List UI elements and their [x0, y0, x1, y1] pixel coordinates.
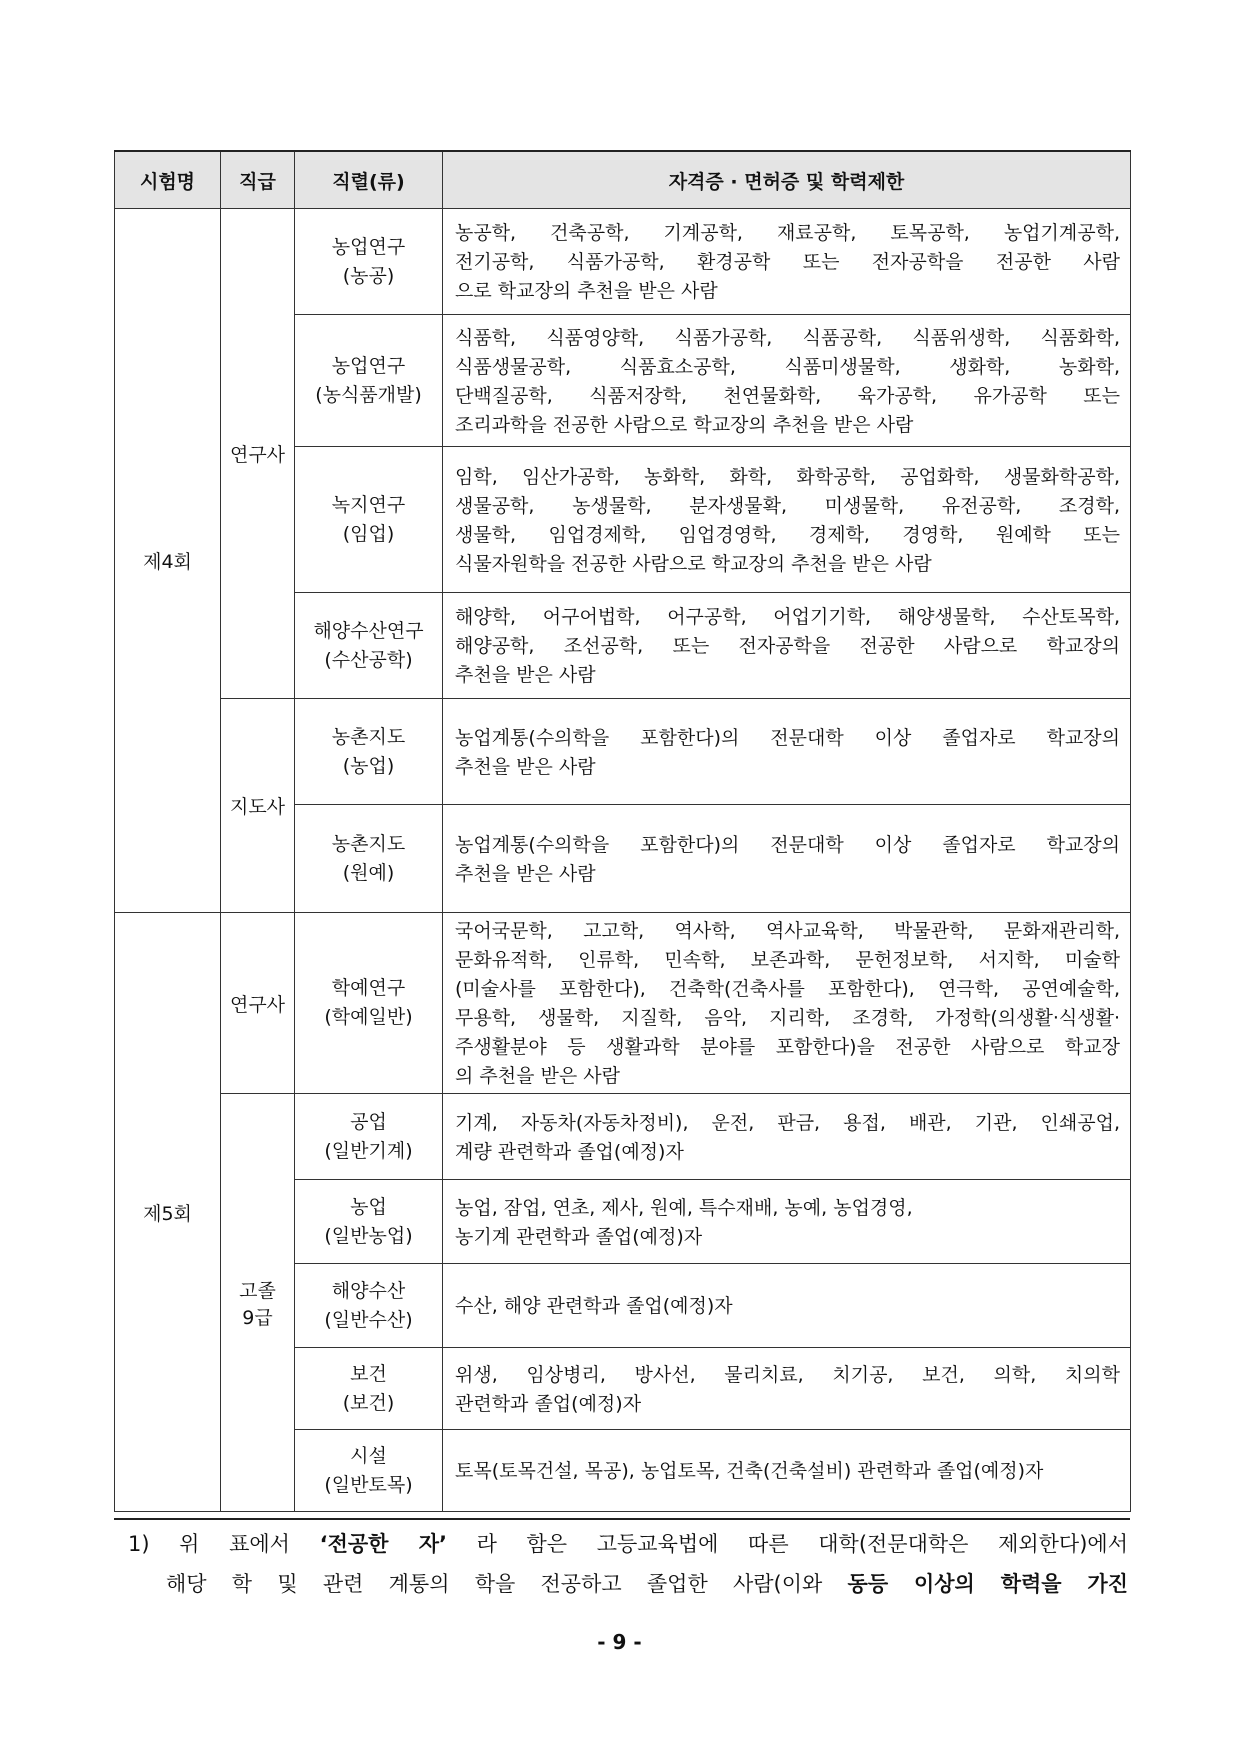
qual-line: 주생활분야 등 생활과학 분야를 포함한다)을 전공한 사람으로 학교장	[455, 1036, 1120, 1058]
page-number: - 9 -	[597, 1630, 642, 1654]
qual-cell	[443, 1180, 1131, 1264]
grade-9-line1: 고졸	[239, 1279, 276, 1302]
qual-line: (미술사를 포함한다), 건축학(건축사를 포함한다), 연극학, 공연예술학,	[455, 978, 1120, 1000]
footnote-text: 1) 위 표에서	[128, 1532, 320, 1556]
field-sub: (보건)	[342, 1391, 395, 1414]
grade-9-line2: 9급	[242, 1306, 273, 1329]
field-sub: (농식품개발)	[315, 383, 422, 406]
field-name: 농촌지도	[331, 832, 406, 855]
grade-9-cell	[221, 1094, 295, 1512]
footnote-emphasis: ‘전공한 자’	[319, 1532, 447, 1556]
qual-line: 의 추천을 받은 사람	[455, 1065, 620, 1087]
qual-line: 기계, 자동차(자동차정비), 운전, 판금, 용접, 배관, 기관, 인쇄공업,	[455, 1111, 1120, 1134]
field-name: 녹지연구	[331, 493, 406, 516]
qual-line: 해양학, 어구어법학, 어구공학, 어업기기학, 해양생물학, 수산토목학,	[455, 606, 1120, 628]
qual-line: 무용학, 생물학, 지질학, 음악, 지리학, 조경학, 가정학(의생활·식생활·	[455, 1007, 1120, 1029]
field-name: 보건	[350, 1362, 387, 1385]
field-name: 해양수산연구	[313, 619, 424, 642]
grade-instructor-cell: 지도사	[221, 699, 295, 913]
grade-researcher-cell: 연구사	[221, 209, 295, 699]
qual-line: 조리과학을 전공한 사람으로 학교장의 추천을 받은 사람	[455, 413, 914, 436]
exam-5-cell: 제5회	[115, 913, 221, 1512]
qual-line: 계량 관련학과 졸업(예정)자	[455, 1140, 684, 1163]
field-name: 학예연구	[331, 977, 406, 999]
header-grade: 직급	[221, 151, 295, 209]
qual-cell	[443, 447, 1131, 593]
qual-line: 식품생물공학, 식품효소공학, 식품미생물학, 생화학, 농화학,	[455, 355, 1120, 378]
qualification-table	[114, 150, 1131, 1512]
qual-cell	[443, 1430, 1131, 1512]
qual-line: 농업계통(수의학을 포함한다)의 전문대학 이상 졸업자로 학교장의	[455, 726, 1120, 749]
field-name: 농촌지도	[331, 725, 406, 748]
qual-line: 생물학, 임업경제학, 임업경영학, 경제학, 경영학, 원예학 또는	[455, 523, 1120, 546]
table-bottom-rule	[114, 1518, 1130, 1520]
table-row	[115, 699, 1131, 805]
field-name: 해양수산	[331, 1279, 406, 1302]
table-row	[115, 209, 1131, 315]
field-cell	[295, 1430, 443, 1512]
qual-cell	[443, 1264, 1131, 1348]
header-qual: 자격증 · 면허증 및 학력제한	[443, 151, 1131, 209]
footnote-line-2	[128, 1564, 1128, 1604]
field-name: 시설	[350, 1444, 387, 1467]
field-cell	[295, 209, 443, 315]
qual-cell	[443, 805, 1131, 913]
field-sub: (농업)	[342, 754, 395, 777]
field-sub: (임업)	[342, 522, 395, 545]
field-cell	[295, 1094, 443, 1180]
header-exam: 시험명	[115, 151, 221, 209]
table-header-row	[115, 151, 1131, 209]
footnote-text: 라 함은 고등교육법에 따른 대학(전문대학은 제외한다)에서	[446, 1532, 1128, 1556]
qual-line: 추천을 받은 사람	[455, 755, 596, 778]
qual-line: 전기공학, 식품가공학, 환경공학 또는 전자공학을 전공한 사람	[455, 251, 1120, 273]
qual-line: 식물자원학을 전공한 사람으로 학교장의 추천을 받은 사람	[455, 552, 932, 575]
field-name: 농업	[350, 1195, 387, 1218]
qual-line: 임학, 임산가공학, 농화학, 화학, 화학공학, 공업화학, 생물화학공학,	[455, 465, 1120, 488]
field-sub: (일반기계)	[324, 1139, 413, 1162]
field-cell	[295, 593, 443, 699]
qual-cell	[443, 699, 1131, 805]
qual-line: 생물공학, 농생물학, 분자생물확, 미생물학, 유전공학, 조경학,	[455, 494, 1120, 517]
field-sub: (농공)	[342, 264, 395, 287]
qual-line: 수산, 해양 관련학과 졸업(예정)자	[455, 1295, 733, 1317]
table-row	[115, 913, 1131, 1094]
qual-line: 토목(토목건설, 목공), 농업토목, 건축(건축설비) 관련학과 졸업(예정)자	[455, 1460, 1044, 1482]
field-sub: (수산공학)	[324, 648, 413, 671]
field-cell	[295, 1264, 443, 1348]
qual-line: 추천을 받은 사람	[455, 862, 596, 885]
qual-cell	[443, 1348, 1131, 1430]
grade-researcher5-cell: 연구사	[221, 913, 295, 1094]
field-cell	[295, 315, 443, 447]
field-cell	[295, 913, 443, 1094]
qual-line: 단백질공학, 식품저장학, 천연물화학, 육가공학, 유가공학 또는	[455, 384, 1120, 407]
qual-cell	[443, 209, 1131, 315]
qual-line: 농공학, 건축공학, 기계공학, 재료공학, 토목공학, 농업기계공학,	[455, 222, 1120, 244]
field-sub: (일반농업)	[324, 1224, 413, 1247]
exam-4-cell: 제4회	[115, 209, 221, 913]
footnote-text: 해당 학 및 관련 계통의 학을 전공하고 졸업한 사람(이와	[166, 1572, 848, 1596]
field-name: 농업연구	[331, 235, 406, 258]
qual-line: 해양공학, 조선공학, 또는 전자공학을 전공한 사람으로 학교장의	[455, 635, 1120, 657]
field-sub: (일반수산)	[324, 1308, 413, 1331]
footnote-emphasis: 동등 이상의 학력을 가진	[847, 1572, 1128, 1596]
qual-line: 국어국문학, 고고학, 역사학, 역사교육학, 박물관학, 문화재관리학,	[455, 920, 1120, 942]
field-sub: (학예일반)	[324, 1006, 413, 1028]
field-sub: (일반토목)	[324, 1473, 413, 1496]
field-sub: (원예)	[342, 861, 395, 884]
qual-line: 으로 학교장의 추천을 받은 사람	[455, 280, 718, 302]
qual-line: 농기계 관련학과 졸업(예정)자	[455, 1225, 703, 1248]
field-cell	[295, 1348, 443, 1430]
qual-line: 문화유적학, 인류학, 민속학, 보존과학, 문헌정보학, 서지학, 미술학	[455, 949, 1120, 971]
qual-line: 농업계통(수의학을 포함한다)의 전문대학 이상 졸업자로 학교장의	[455, 833, 1120, 856]
header-field: 직렬(류)	[295, 151, 443, 209]
field-cell	[295, 699, 443, 805]
footnote-line-1	[128, 1524, 1128, 1564]
qual-line: 농업, 잠업, 연초, 제사, 원예, 특수재배, 농예, 농업경영,	[455, 1196, 913, 1219]
qual-cell	[443, 1094, 1131, 1180]
qual-cell	[443, 913, 1131, 1094]
field-cell	[295, 447, 443, 593]
field-name: 공업	[350, 1110, 387, 1133]
footnote	[128, 1524, 1128, 1604]
qual-cell	[443, 315, 1131, 447]
qual-line: 식품학, 식품영양학, 식품가공학, 식품공학, 식품위생학, 식품화학,	[455, 326, 1120, 349]
field-cell	[295, 805, 443, 913]
qual-cell	[443, 593, 1131, 699]
qual-line: 추천을 받은 사람	[455, 664, 596, 686]
qual-line: 관련학과 졸업(예정)자	[455, 1392, 642, 1415]
table-row	[115, 1094, 1131, 1180]
field-cell	[295, 1180, 443, 1264]
field-name: 농업연구	[331, 354, 406, 377]
qual-line: 위생, 임상병리, 방사선, 물리치료, 치기공, 보건, 의학, 치의학	[455, 1363, 1120, 1386]
